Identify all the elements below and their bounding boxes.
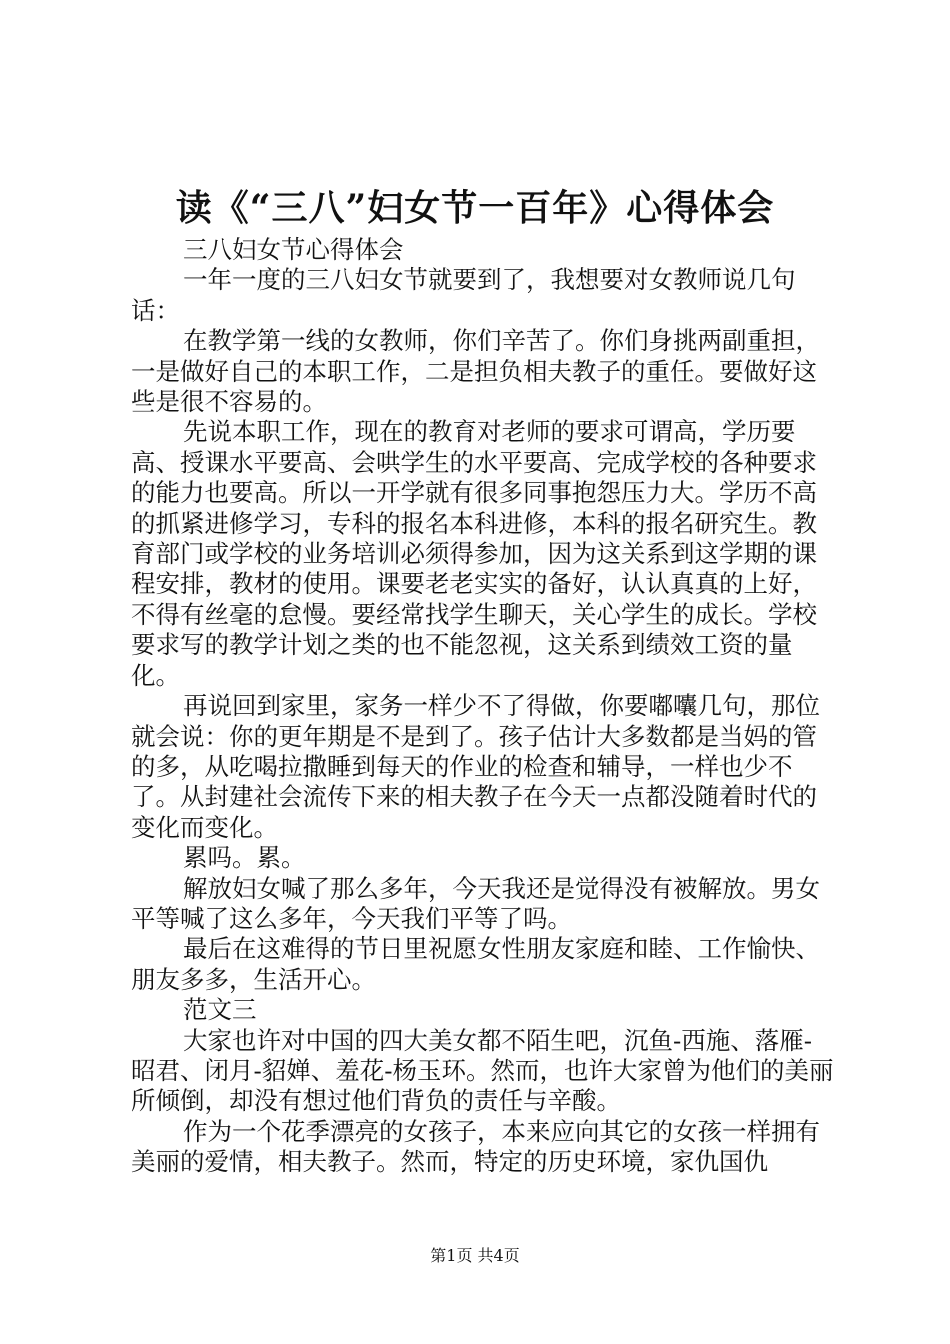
page-footer: 第1页 共4页: [430, 1246, 520, 1265]
paragraph: 三八妇女节心得体会: [183, 235, 404, 264]
paragraph: 再说回到家里，家务一样少不了得做，你要嘟囔几句，那位就会说：你的更年期是不是到了。孩子估计大多数都是当妈的管的多，从吃喝拉撒睡到每天的作业的检查和辅导，一样也少不了。从封建社会流传下来的相夫教子在今天一点都没随着时代的变化而变化。: [131, 691, 820, 842]
paragraph: 累吗。累。: [183, 843, 306, 873]
paragraph: 先说本职工作，现在的教育对老师的要求可谓高，学历要高、授课水平要高、会哄学生的水平要高、完成学校的各种要求的能力也要高。所以一开学就有很多同事抱怨压力大。学历不高的抓紧进修学习，专科的报名本科进修，本科的报名研究生。教育部门或学校的业务培训必须得参加，因为这关系到这学期的课程安排，教材的使用。课要老老实实的备好，认认真真的上好，不得有丝毫的怠慢。要经常找学生聊天，关心学生的成长。学校要求写的教学计划之类的也不能忽视，这关系到绩效工资的量化。: [131, 417, 817, 690]
paragraph: 大家也许对中国的四大美女都不陌生吧，沉鱼-西施、落雁-昭君、闭月-貂婵、羞花-杨玉环。然而，也许大家曾为他们的美丽所倾倒，却没有想过他们背负的责任与辛酸。: [131, 1025, 834, 1116]
paragraph: 一年一度的三八妇女节就要到了，我想要对女教师说几句话：: [131, 265, 796, 325]
document-title: 读《“三八”妇女节一百年》心得体会: [175, 187, 775, 229]
paragraph: 范文三: [183, 995, 257, 1025]
document-body: [131, 235, 836, 1178]
paragraph: 作为一个花季漂亮的女孩子，本来应向其它的女孩一样拥有美丽的爱情，相夫教子。然而，特定的历史环境，家仇国仇: [131, 1116, 820, 1177]
paragraph: 解放妇女喊了那么多年，今天我还是觉得没有被解放。男女平等喊了这么多年，今天我们平等了吗。: [131, 873, 820, 933]
paragraph: 最后在这难得的节日里祝愿女性朋友家庭和睦、工作愉快、朋友多多，生活开心。: [131, 934, 820, 994]
paragraph: 在教学第一线的女教师，你们辛苦了。你们身挑两副重担，一是做好自己的本职工作，二是担负相夫教子的重任。要做好这些是很不容易的。: [131, 326, 820, 417]
